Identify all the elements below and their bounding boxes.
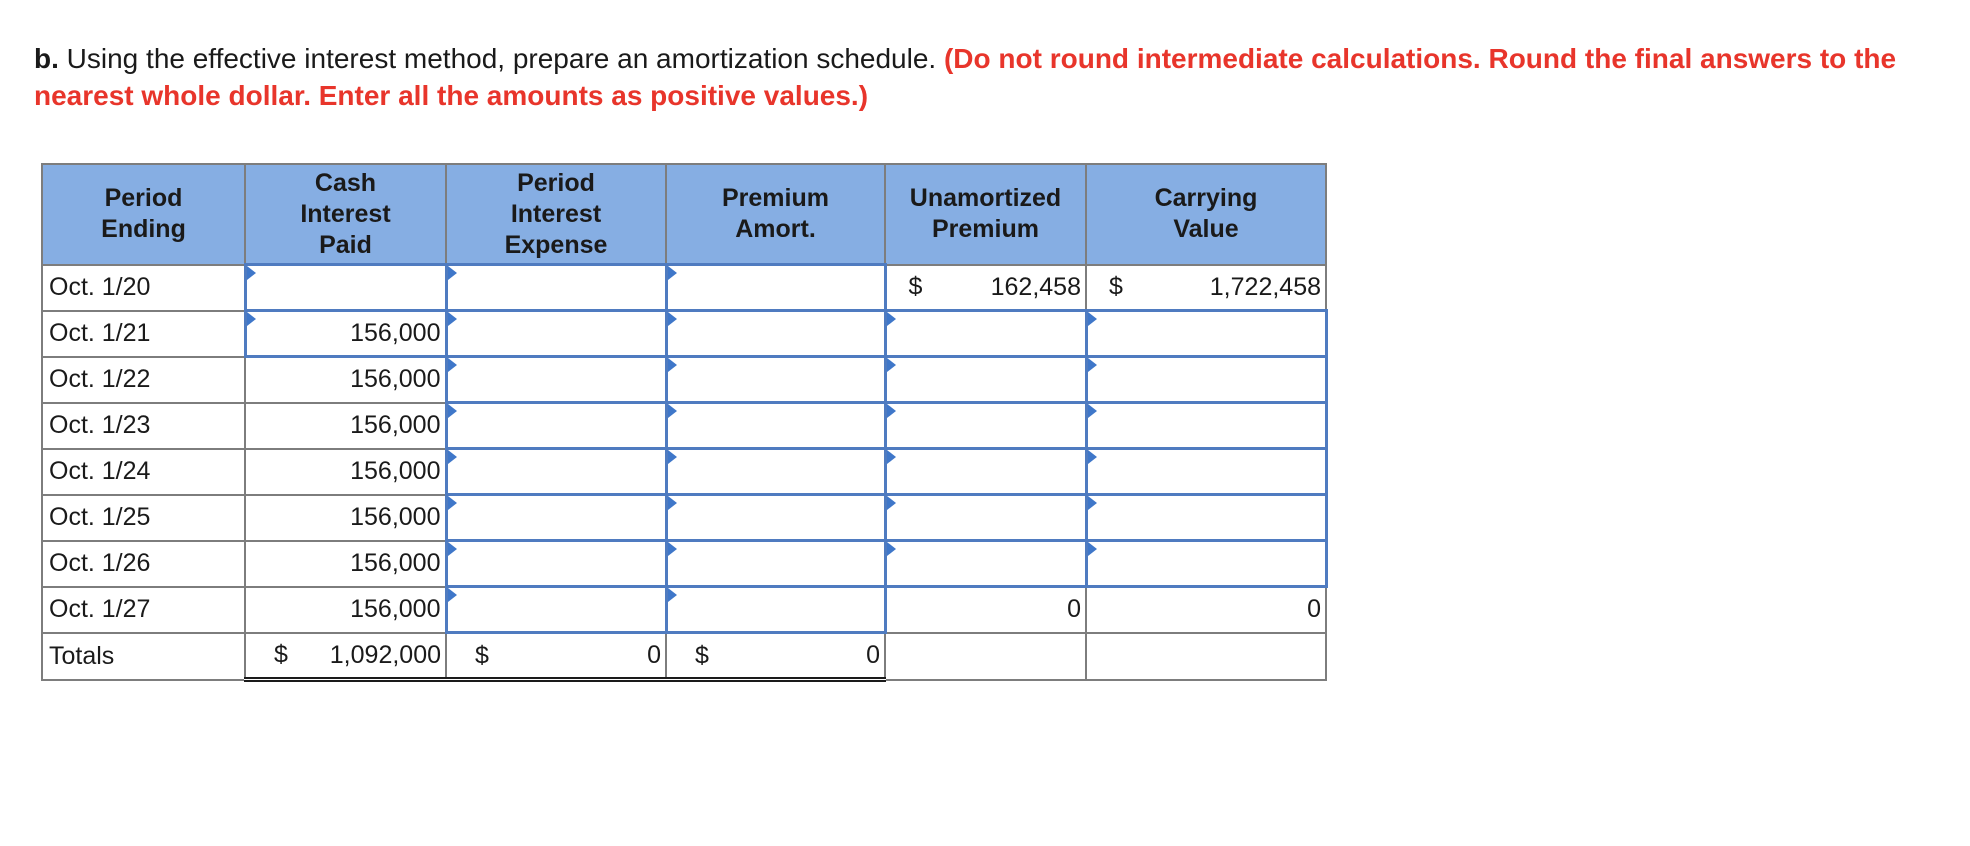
header-carrying-value: Carrying Value xyxy=(1086,164,1326,265)
currency-symbol: $ xyxy=(1109,272,1123,301)
unamortized-premium-cell: 0 xyxy=(885,587,1086,633)
header-period-ending: Period Ending xyxy=(42,164,245,265)
interest-expense-input[interactable] xyxy=(446,587,666,633)
unamortized-premium-input[interactable] xyxy=(885,541,1086,587)
total-premium-amort-value: 0 xyxy=(866,641,880,669)
cash-interest-cell: 156,000 xyxy=(245,403,446,449)
table-row xyxy=(42,495,1326,541)
premium-amort-input[interactable] xyxy=(666,311,885,357)
cash-interest-cell: 156,000 xyxy=(245,449,446,495)
header-premium-amort: Premium Amort. xyxy=(666,164,885,265)
unamortized-premium-input[interactable] xyxy=(885,403,1086,449)
cash-interest-cell: 156,000 xyxy=(245,587,446,633)
header-cash-interest-paid: Cash Interest Paid xyxy=(245,164,446,265)
instructions-text: Using the effective interest method, prepare an amortization schedule. xyxy=(58,43,944,74)
part-label: b. xyxy=(34,43,59,74)
table-row xyxy=(42,265,1326,311)
instructions xyxy=(34,40,1954,114)
carrying-value-cell: 0 xyxy=(1086,587,1326,633)
period-cell: Oct. 1/21 xyxy=(42,311,245,357)
table-row xyxy=(42,449,1326,495)
unamortized-premium-value: 162,458 xyxy=(990,272,1081,301)
carrying-value-input[interactable] xyxy=(1086,449,1326,495)
totals-row xyxy=(42,633,1326,680)
premium-amort-input[interactable] xyxy=(666,449,885,495)
carrying-value-input[interactable] xyxy=(1086,311,1326,357)
premium-amort-input[interactable] xyxy=(666,265,885,311)
period-cell: Oct. 1/26 xyxy=(42,541,245,587)
table-row xyxy=(42,541,1326,587)
table-row xyxy=(42,357,1326,403)
header-row xyxy=(42,164,1326,265)
period-cell: Oct. 1/22 xyxy=(42,357,245,403)
interest-expense-input[interactable] xyxy=(446,495,666,541)
currency-symbol: $ xyxy=(695,641,709,669)
rounding-note: (Do not round intermediate calculations. Round the final answers to the nearest whole dollar. Enter all the amounts as positive values.) xyxy=(34,43,1897,111)
period-cell: Oct. 1/23 xyxy=(42,403,245,449)
unamortized-premium-input[interactable] xyxy=(885,357,1086,403)
period-cell: Oct. 1/24 xyxy=(42,449,245,495)
premium-amort-input[interactable] xyxy=(666,403,885,449)
carrying-value-value: 1,722,458 xyxy=(1209,272,1321,301)
cash-interest-input[interactable] xyxy=(245,265,446,311)
total-interest-expense-value: 0 xyxy=(647,641,661,669)
total-interest-expense-cell xyxy=(446,633,666,680)
period-cell: Oct. 1/25 xyxy=(42,495,245,541)
interest-expense-input[interactable] xyxy=(446,541,666,587)
carrying-value-input[interactable] xyxy=(1086,403,1326,449)
total-cash-interest-cell xyxy=(245,633,446,680)
empty-cell xyxy=(1086,633,1326,680)
currency-symbol: $ xyxy=(274,640,288,669)
table-row xyxy=(42,311,1326,357)
carrying-value-input[interactable] xyxy=(1086,357,1326,403)
unamortized-premium-input[interactable] xyxy=(885,495,1086,541)
cash-interest-cell: 156,000 xyxy=(245,541,446,587)
carrying-value-input[interactable] xyxy=(1086,495,1326,541)
cash-interest-cell: 156,000 xyxy=(245,357,446,403)
table-row xyxy=(42,403,1326,449)
interest-expense-input[interactable] xyxy=(446,403,666,449)
unamortized-premium-cell xyxy=(885,265,1086,311)
currency-symbol: $ xyxy=(475,641,489,669)
premium-amort-input[interactable] xyxy=(666,587,885,633)
interest-expense-input[interactable] xyxy=(446,265,666,311)
total-cash-interest-value: 1,092,000 xyxy=(329,640,441,669)
table-row xyxy=(42,587,1326,633)
period-cell: Oct. 1/20 xyxy=(42,265,245,311)
carrying-value-cell xyxy=(1086,265,1326,311)
interest-expense-input[interactable] xyxy=(446,357,666,403)
header-period-interest-expense: Period Interest Expense xyxy=(446,164,666,265)
premium-amort-input[interactable] xyxy=(666,495,885,541)
cash-interest-input[interactable]: 156,000 xyxy=(245,311,446,357)
unamortized-premium-input[interactable] xyxy=(885,449,1086,495)
premium-amort-input[interactable] xyxy=(666,357,885,403)
unamortized-premium-input[interactable] xyxy=(885,311,1086,357)
header-unamortized-premium: Unamortized Premium xyxy=(885,164,1086,265)
premium-amort-input[interactable] xyxy=(666,541,885,587)
totals-label: Totals xyxy=(42,633,245,680)
currency-symbol: $ xyxy=(908,272,923,301)
empty-cell xyxy=(885,633,1086,680)
period-cell: Oct. 1/27 xyxy=(42,587,245,633)
amortization-schedule-table xyxy=(41,163,1328,682)
total-premium-amort-cell xyxy=(666,633,885,680)
cash-interest-cell: 156,000 xyxy=(245,495,446,541)
interest-expense-input[interactable] xyxy=(446,449,666,495)
interest-expense-input[interactable] xyxy=(446,311,666,357)
carrying-value-input[interactable] xyxy=(1086,541,1326,587)
